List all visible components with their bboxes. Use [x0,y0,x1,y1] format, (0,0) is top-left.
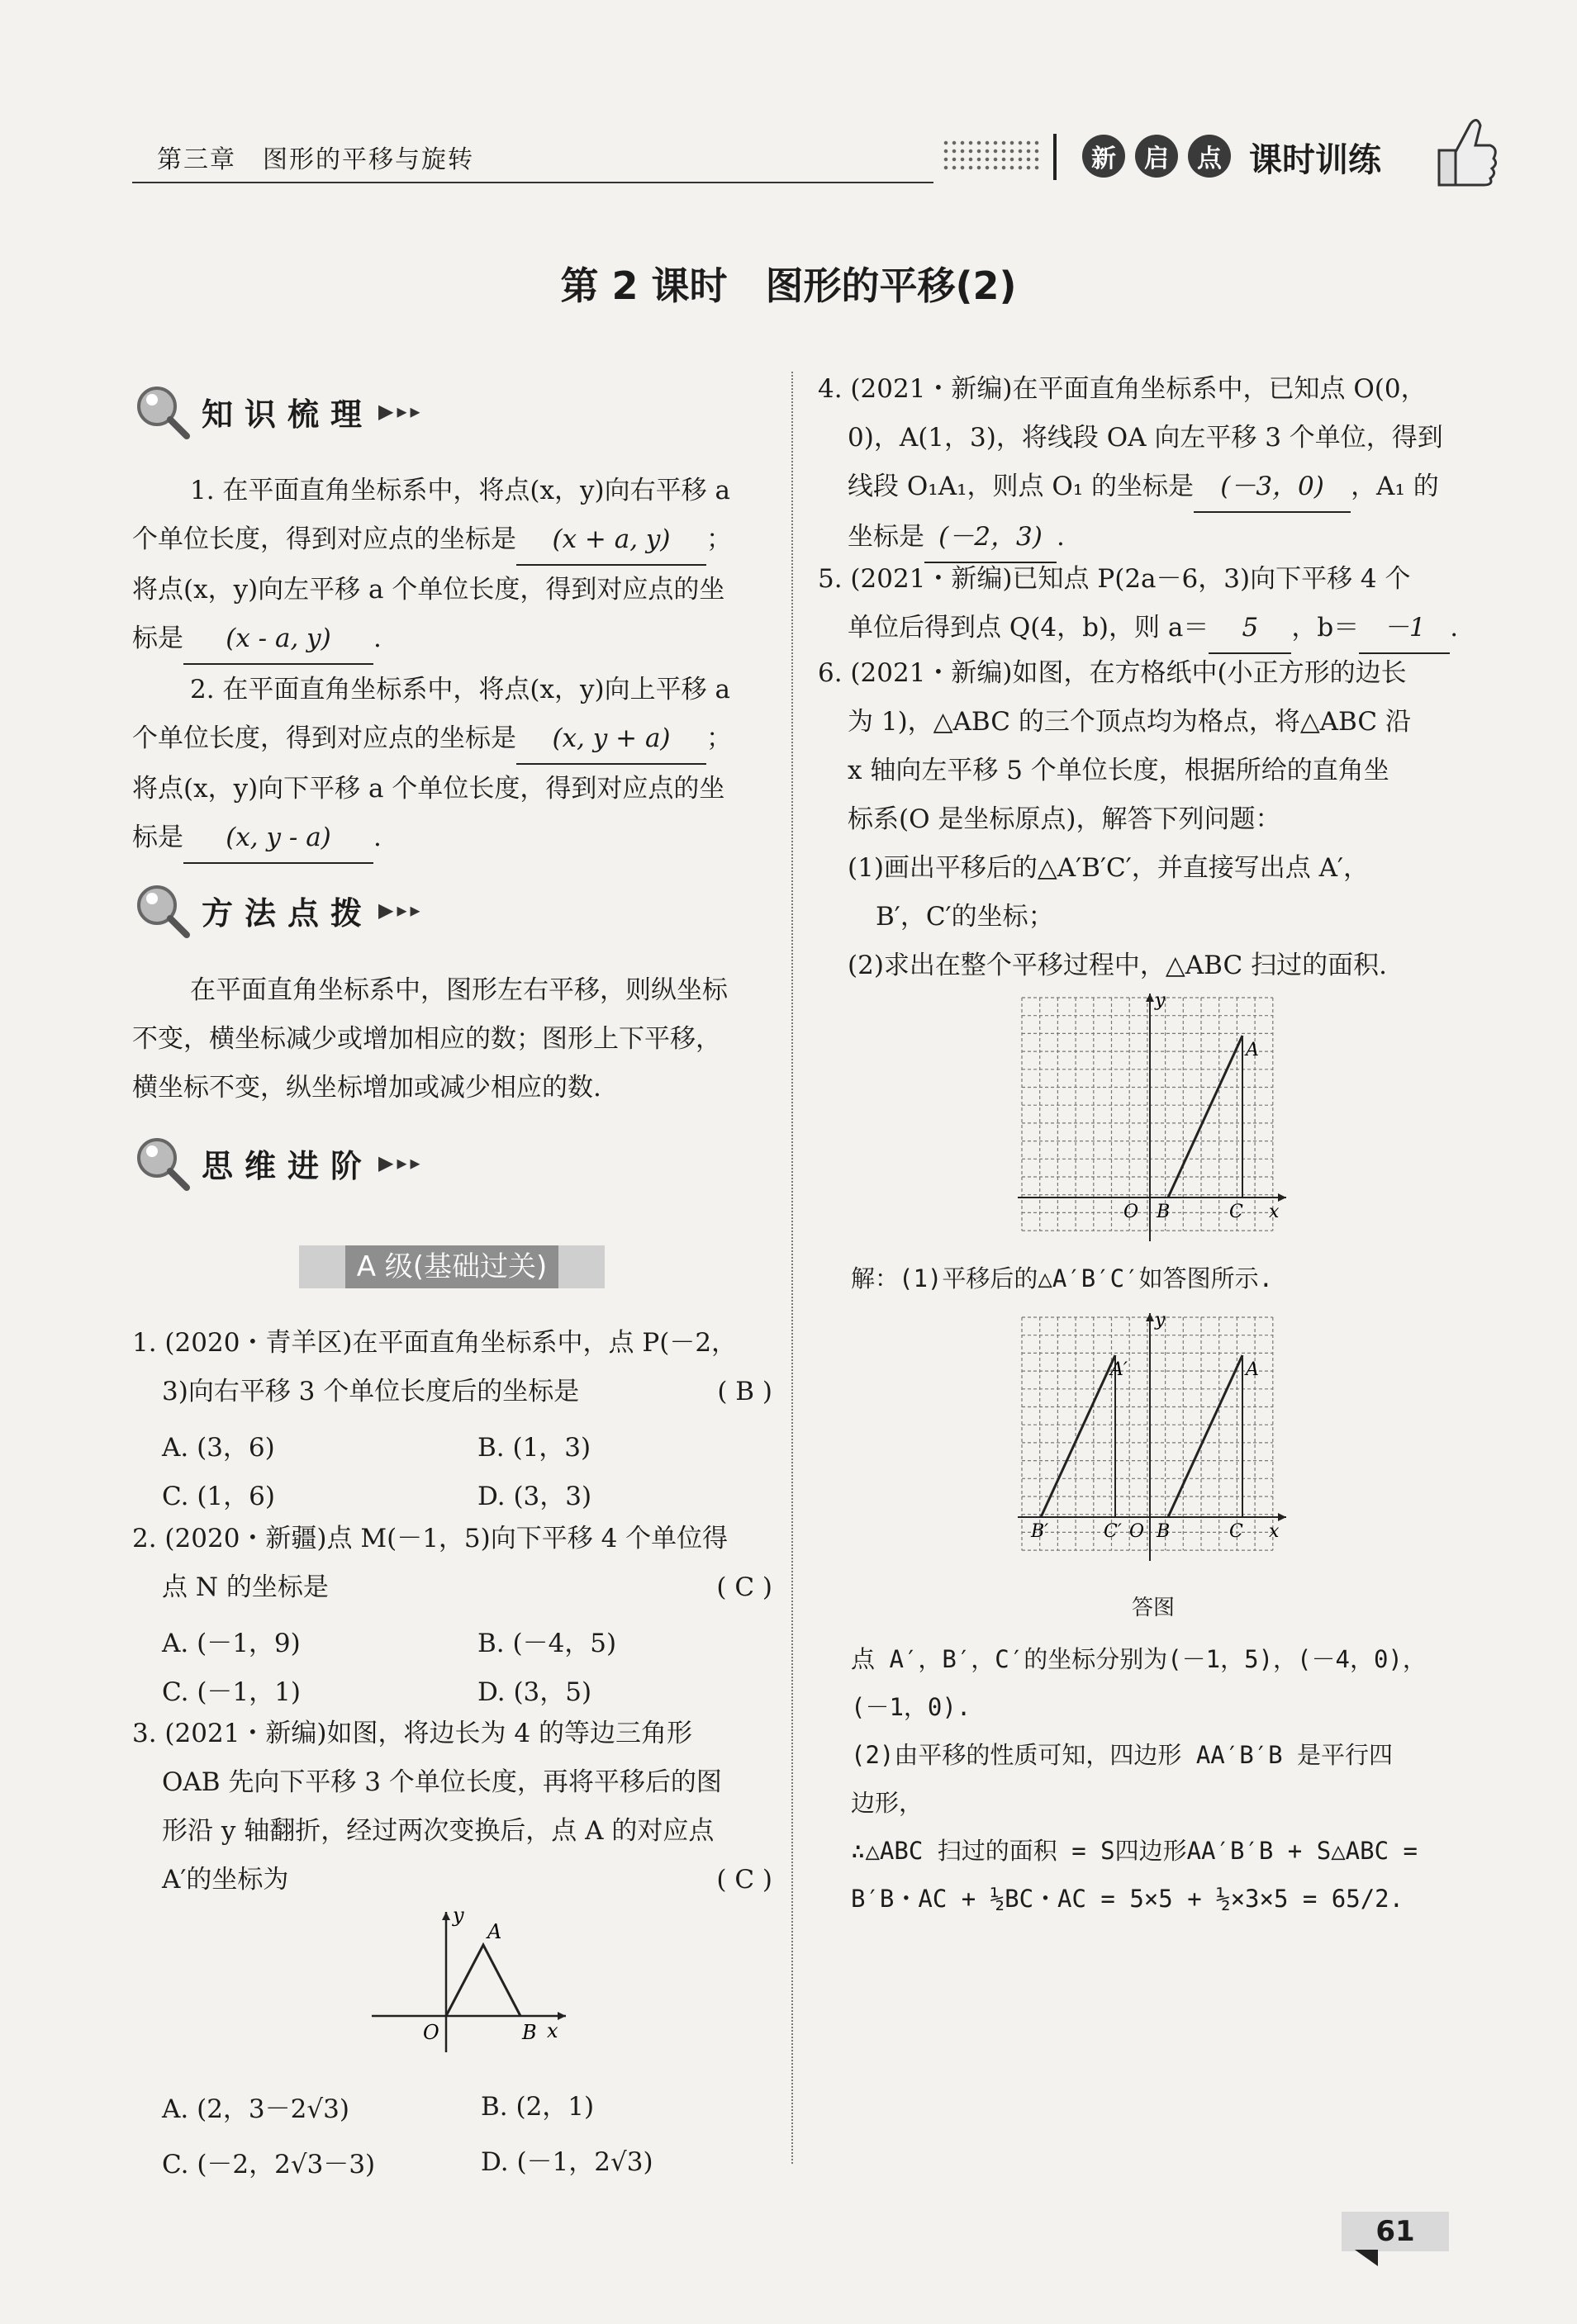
knowledge-1-line-2 [132,515,772,566]
knowledge-1-text-2: 标是 [132,624,183,653]
section-advance-header [132,1133,424,1193]
q3-label-x: x [547,2019,558,2042]
q6-line-5: (1)画出平移后的△A′B′C′，并直接写出点 A′， [848,853,1370,883]
q6-solution-6: ∴△ABC 扫过的面积 = S四边形AA′B′B + S△ABC = [851,1837,1418,1865]
page-corner-icon [1355,2250,1380,2269]
q6-line-7: (2)求出在整个平移过程中，△ABC 扫过的面积. [848,951,1387,980]
header-divider [1053,134,1057,180]
q3-option-c: C. (－2，2√3－3) [162,2150,376,2179]
section-method-title: 方法点拨 [202,894,374,932]
grid-lines [1022,1317,1273,1550]
q6-fig2-label-C-prime: C′ [1104,1521,1122,1542]
q6-fig1-label-B: B [1157,1202,1171,1222]
magnifier-icon [132,382,192,441]
method-line-2: 不变，横坐标减少或增加相应的数；图形上下平移， [132,1024,721,1054]
q3-label-B: B [522,2021,537,2044]
knowledge-2-text: 个单位长度，得到对应点的坐标是 [132,723,516,753]
q1-line-2 [132,1368,772,1416]
q3-line-1: 3. (2021・新编)如图，将边长为 4 的等边三角形 [132,1719,692,1748]
q1-line-1: 1. (2020・青羊区)在平面直角坐标系中，点 P(－2， [132,1328,738,1358]
q6-solution-2: 点 A′，B′，C′的坐标分别为(－1，5)，(－4，0)， [851,1645,1427,1673]
brand-char-1: 新 [1082,135,1125,178]
q3-line-2: OAB 先向下平移 3 个单位长度，再将平移后的图 [162,1767,722,1797]
q4-answer-1: (－3，0) [1194,462,1351,513]
q4-line-3 [818,462,1462,513]
q2-option-b: B. (－4，5) [477,1629,617,1658]
q2-option-c: C. (－1，1) [162,1677,301,1707]
knowledge-2-line-3: 将点(x，y)向下平移 a 个单位长度，得到对应点的坐 [132,774,725,804]
q2-option-d: D. (3，5) [477,1677,592,1707]
page-number: 61 [1342,2212,1449,2251]
knowledge-2-answer-1: (x, y + a) [516,714,706,765]
q4-answer-2: (－2，3) [924,513,1057,563]
q6-line-6: B′，C′的坐标； [876,902,1054,932]
q6-fig2-label-y: y [1155,1310,1166,1330]
q6-grid-figure [1018,989,1290,1245]
q2-answer: ( C ) [716,1572,772,1602]
q1-stem: 3)向右平移 3 个单位长度后的坐标是 [162,1377,580,1406]
method-line-1: 在平面直角坐标系中，图形左右平移，则纵坐标 [190,975,728,1005]
q6-fig1-label-O: O [1123,1202,1139,1222]
method-text [132,966,772,1112]
q5-answer-a: 5 [1209,604,1291,654]
q2-option-a: A. (－1，9) [162,1629,301,1658]
q1-answer: ( B ) [717,1377,772,1406]
section-knowledge-title: 知识梳理 [202,396,374,433]
knowledge-2-period: . [373,823,382,852]
lesson-title: 第 2 课时 图形的平移(2) [560,263,1017,308]
knowledge-1-answer-2: (x - a, y) [183,614,373,665]
q6-solution-7: B′B・AC + ½BC・AC = 5×5 + ½×3×5 = 65/2. [851,1885,1404,1913]
section-advance-title: 思维进阶 [202,1147,374,1184]
q3-figure [363,1904,578,2061]
knowledge-1-line-4 [132,614,772,665]
knowledge-1-period: . [373,624,382,653]
q6-answer-figure [1018,1309,1290,1565]
q4-line-1: 4. (2021・新编)在平面直角坐标系中，已知点 O(0， [818,374,1427,404]
question-2 [132,1515,772,1612]
q6-fig2-label-A: A [1246,1359,1259,1380]
brand-title: 课时训练 [1249,141,1381,179]
level-label: A 级(基础过关) [345,1245,559,1288]
question-6 [818,649,1462,990]
knowledge-2-line-2 [132,714,772,765]
knowledge-1-line-3: 将点(x，y)向左平移 a 个单位长度，得到对应点的坐 [132,575,725,605]
q5-line-1: 5. (2021・新编)已知点 P(2a－6，3)向下平移 4 个 [818,564,1411,594]
q4-line-2: 0)，A(1，3)，将线段 OA 向左平移 3 个单位，得到 [848,423,1443,453]
section-arrows-icon: ▶▸▸ [378,899,424,922]
q6-line-2: 为 1)，△ABC 的三个顶点均为格点，将△ABC 沿 [848,707,1411,737]
method-line-3: 横坐标不变，纵坐标增加或减少相应的数. [132,1073,601,1103]
question-5 [818,555,1462,654]
q3-label-O: O [423,2021,439,2044]
q1-option-a: A. (3，6) [162,1433,275,1463]
brand-char-3: 点 [1188,135,1231,178]
magnifier-icon [132,1133,192,1193]
q6-solution-5: 边形， [851,1789,924,1817]
q6-fig2-label-x: x [1269,1521,1280,1542]
q4-text-4: . [1057,522,1065,552]
knowledge-1-semicolon: ； [706,524,732,554]
knowledge-2-semicolon: ； [706,723,732,753]
q6-solution-block [851,1635,1427,1923]
q5-line-2 [818,604,1462,654]
knowledge-2-text-2: 标是 [132,823,183,852]
q3-option-d: D. (－1，2√3) [481,2147,653,2177]
q6-fig1-label-C: C [1229,1202,1243,1222]
q4-text-2: ，A₁ 的 [1351,472,1439,501]
question-3 [132,1710,772,1904]
q6-fig2-label-B-prime: B′ [1031,1521,1049,1542]
section-method-header [132,880,424,940]
q3-label-A: A [487,1920,502,1943]
q6-fig1-label-y: y [1155,990,1166,1011]
knowledge-2-line-4 [132,813,772,864]
q3-line-3: 形沿 y 轴翻折，经过两次变换后，点 A 的对应点 [162,1816,715,1846]
knowledge-1-line-1: 1. 在平面直角坐标系中，将点(x，y)向右平移 a [190,476,730,505]
question-1 [132,1319,772,1416]
q5-text-2: ，b＝ [1291,613,1360,643]
section-arrows-icon: ▶▸▸ [378,400,424,423]
header-rule [132,182,933,183]
q1-option-d: D. (3，3) [477,1482,592,1511]
knowledge-1-text: 个单位长度，得到对应点的坐标是 [132,524,516,554]
q6-line-3: x 轴向左平移 5 个单位长度，根据所给的直角坐 [848,756,1389,785]
q1-option-b: B. (1，3) [477,1433,591,1463]
q6-fig1-label-x: x [1269,1202,1280,1222]
q6-fig2-label-C: C [1229,1521,1243,1542]
q3-answer: ( C ) [716,1865,772,1895]
header-dots-decoration [942,139,1041,173]
q4-text-3: 坐标是 [848,522,924,552]
knowledge-2-answer-2: (x, y - a) [183,813,373,864]
q2-line-2 [132,1563,772,1612]
q6-answer-figure-caption: 答图 [1132,1596,1176,1620]
q6-fig2-label-B: B [1157,1521,1171,1542]
q6-solution-1: 解：(1)平移后的△A′B′C′如答图所示. [851,1264,1274,1292]
thumbs-up-icon [1423,109,1497,192]
q2-line-1: 2. (2020・新疆)点 M(－1，5)向下平移 4 个单位得 [132,1524,729,1553]
level-banner [299,1245,605,1288]
question-4 [818,365,1462,563]
q6-fig2-label-O: O [1129,1521,1145,1542]
q3-line-4 [132,1856,772,1904]
q3-label-y: y [453,1904,464,1927]
q5-answer-b: －1 [1359,604,1450,654]
q6-fig2-label-A-prime: A′ [1110,1359,1128,1380]
knowledge-item-1 [132,467,772,665]
grid-lines [1022,998,1273,1231]
knowledge-item-2 [132,666,772,864]
section-knowledge-header [132,382,424,441]
column-divider [791,372,793,2164]
section-arrows-icon: ▶▸▸ [378,1151,424,1174]
brand-char-2: 启 [1135,135,1178,178]
q6-line-1: 6. (2021・新编)如图，在方格纸中(小正方形的边长 [818,658,1407,688]
q3-option-b: B. (2，1) [481,2092,595,2122]
q6-solution-3: (－1，0). [851,1693,971,1721]
knowledge-1-answer-1: (x + a, y) [516,515,706,566]
q6-solution-4: (2)由平移的性质可知，四边形 AA′B′B 是平行四 [851,1741,1394,1769]
knowledge-2-line-1: 2. 在平面直角坐标系中，将点(x，y)向上平移 a [190,675,730,704]
q6-fig1-label-A: A [1246,1040,1259,1060]
magnifier-icon [132,880,192,940]
q2-stem: 点 N 的坐标是 [162,1572,329,1602]
chapter-header: 第三章 图形的平移与旋转 [157,145,474,174]
q4-text-1: 线段 O₁A₁，则点 O₁ 的坐标是 [848,472,1195,501]
q6-line-4: 标系(O 是坐标原点)，解答下列问题： [848,804,1281,834]
q1-option-c: C. (1，6) [162,1482,275,1511]
q3-stem: A′的坐标为 [162,1865,289,1895]
q5-text-3: . [1450,613,1459,643]
q3-option-a: A. (2，3－2√3) [162,2094,349,2124]
q5-text-1: 单位后得到点 Q(4，b)，则 a＝ [848,613,1209,643]
